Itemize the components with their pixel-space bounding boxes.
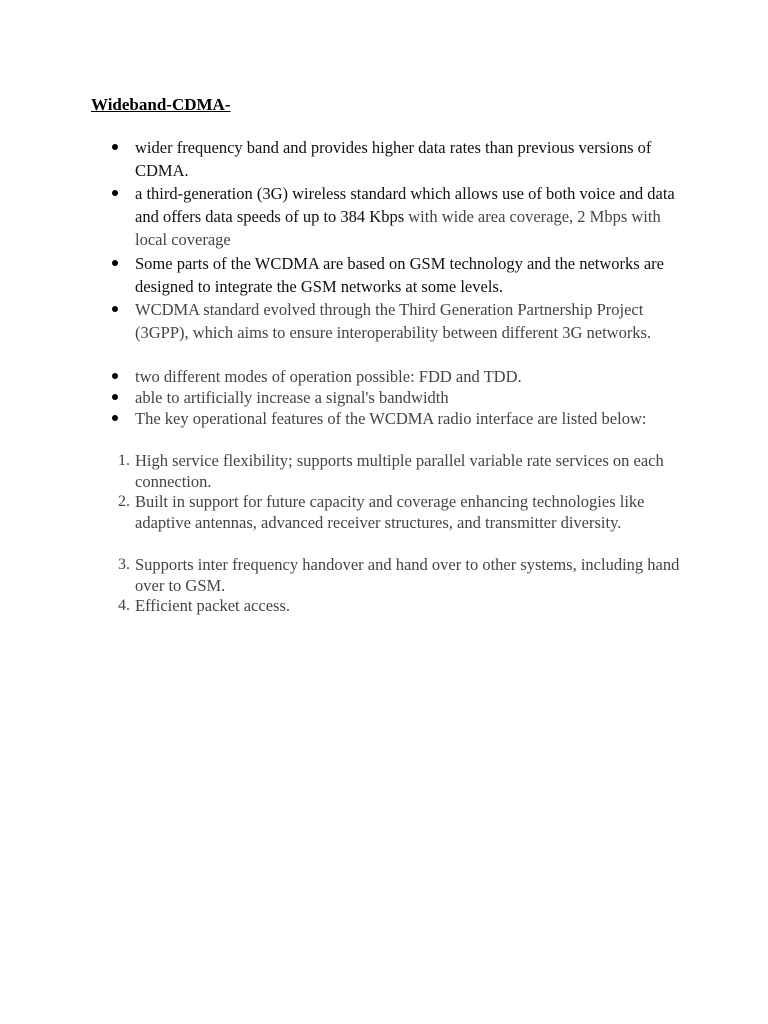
numbered-text: High service flexibility; supports multiple parallel variable rate services on each connection. xyxy=(135,451,664,491)
numbered-text: Supports inter frequency handover and hand over to other systems, including hand over to GSM. xyxy=(135,555,680,595)
bullet-text xyxy=(135,387,680,408)
bullet-icon xyxy=(112,190,118,196)
list-number: 4. xyxy=(118,597,130,614)
bullet-text-part: with wide area coverage, 2 Mbps with local coverage xyxy=(135,207,661,249)
bullet-icon xyxy=(112,260,118,266)
bullet-icon xyxy=(112,394,118,400)
bullet-icon xyxy=(112,144,118,150)
numbered-text: Built in support for future capacity and coverage enhancing technologies like adaptive antennas, advanced receiver structures, and transmitter diversity. xyxy=(135,492,645,532)
bullet-text xyxy=(135,298,680,344)
numbered-text: Efficient packet access. xyxy=(135,596,290,615)
list-number: 1. xyxy=(118,452,130,469)
bullet-text-part: Some parts of the WCDMA are based on GSM technology and the networks are designed to integrate the GSM networks at some levels. xyxy=(135,254,664,296)
list-number: 2. xyxy=(118,493,130,510)
document-heading: Wideband-CDMA- xyxy=(91,95,231,114)
bullet-text xyxy=(135,136,680,182)
list-number: 3. xyxy=(118,556,130,573)
bullet-icon xyxy=(112,415,118,421)
bullet-icon xyxy=(112,306,118,312)
bullet-text xyxy=(135,182,680,251)
bullet-text-part: able to artificially increase a signal's bandwidth xyxy=(135,388,449,407)
bullet-text xyxy=(135,252,680,298)
bullet-text-part: WCDMA standard evolved through the Third Generation Partnership Project (3GPP), which aims to ensure interoperability between different 3G networks. xyxy=(135,300,652,342)
bullet-text xyxy=(135,408,680,429)
bullet-icon xyxy=(112,373,118,379)
bullet-text xyxy=(135,366,680,387)
bullet-text-part: wider frequency band and provides higher data rates than previous versions of CDMA. xyxy=(135,138,652,180)
bullet-text-part: The key operational features of the WCDMA radio interface are listed below: xyxy=(135,409,647,428)
bullet-text-part: a third-generation (3G) wireless standard which allows use of both voice and data and offers data speeds of up to 384 Kbps xyxy=(135,184,675,226)
bullet-text-part: two different modes of operation possible: FDD and TDD. xyxy=(135,367,522,386)
